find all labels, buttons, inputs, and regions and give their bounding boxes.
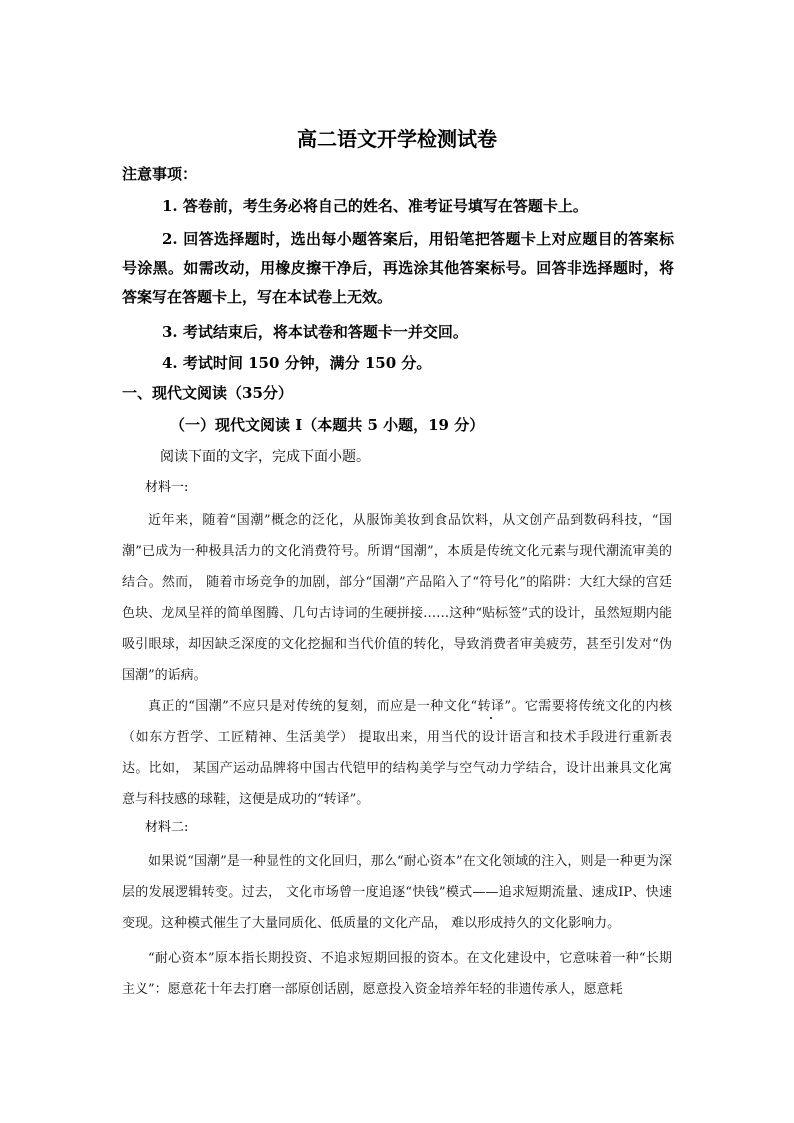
material-one-body: [122, 505, 672, 815]
notice-item: 1. 答卷前，考生务必将自己的姓名、准考证号填写在答题卡上。: [162, 197, 588, 215]
paragraph: 如果说“国潮”是一种显性的文化回归，那么“耐心资本”在文化领域的注入，则是一种更为深层的发展逻辑转变。过去， 文化市场曾一度追逐“快钱”模式——追求短期流量、速成IP、快速变现。这种模式催生了大量同质化、低质量的文化产品， 难以形成持久的文化影响力。: [122, 854, 672, 931]
reading-instruction: 阅读下面的文字，完成下面小题。: [160, 449, 370, 465]
notice-item: 3. 考试结束后，将本试卷和答题卡一并交回。: [162, 323, 468, 341]
paragraph: [122, 691, 672, 815]
section-heading: 一、现代文阅读（35分）: [122, 384, 293, 402]
notice-item: 2. 回答选择题时，选出每小题答案后，用铅笔把答题卡上对应题目的答案标号涂黑。如需改动，用橡皮擦干净后，再选涂其他答案标号。回答非选择题时，将答案写在答题卡上，写在本试卷上无效。: [122, 230, 674, 306]
notice-heading: 注意事项：: [122, 165, 198, 183]
material-label: 材料二:: [145, 820, 189, 835]
subsection-heading: （一）现代文阅读 I（本题共 5 小题，19 分）: [170, 416, 485, 434]
notice-list: [122, 192, 674, 378]
paragraph-text: ”。它需要将传统文化的内核（如东方哲学、工匠精神、生活美学） 提取出来，用当代的设计语言和技术手段进行重新表达。比如， 某国产运动品牌将中国古代铠甲的结构美学与空气动力学结合，设计出兼具文化寓意与科技感的球鞋，这便是成功的“转译”。: [122, 699, 672, 807]
paragraph-text: 真正的“国潮”不应只是对传统的复刻，而应是一种文化“: [148, 699, 478, 714]
paragraph: “耐心资本”原本指长期投资、不追求短期回报的资本。在文化建设中，它意味着一种“长期主义”：愿意花十年去打磨一部原创话剧，愿意投入资金培养年轻的非遗传承人，愿意耗: [122, 951, 672, 997]
material-label: 材料一:: [145, 480, 189, 495]
notice-item: 4. 考试时间 150 分钟，满分 150 分。: [162, 354, 432, 372]
emphasized-term: 转译: [477, 699, 505, 714]
paragraph: 近年来，随着“国潮”概念的泛化，从服饰美妆到食品饮料，从文创产品到数码科技，“国潮”已成为一种极具活力的文化消费符号。所谓“国潮”，本质是传统文化元素与现代潮流审美的结合。然而， 随着市场竞争的加剧，部分“国潮”产品陷入了“符号化”的陷阱：大红大绿的宫廷色块、龙凤呈祥的简单图腾、几句古诗词的生硬拼接……这种“贴标签”式的设计，虽然短期内能吸引眼球，却因缺乏深度的文化挖掘和当代价值的转化，导致消费者审美疲劳，甚至引发对“伪国潮”的诟病。: [122, 513, 672, 683]
material-two-body: [122, 846, 672, 1005]
page-title: 高二语文开学检测试卷: [297, 127, 497, 151]
